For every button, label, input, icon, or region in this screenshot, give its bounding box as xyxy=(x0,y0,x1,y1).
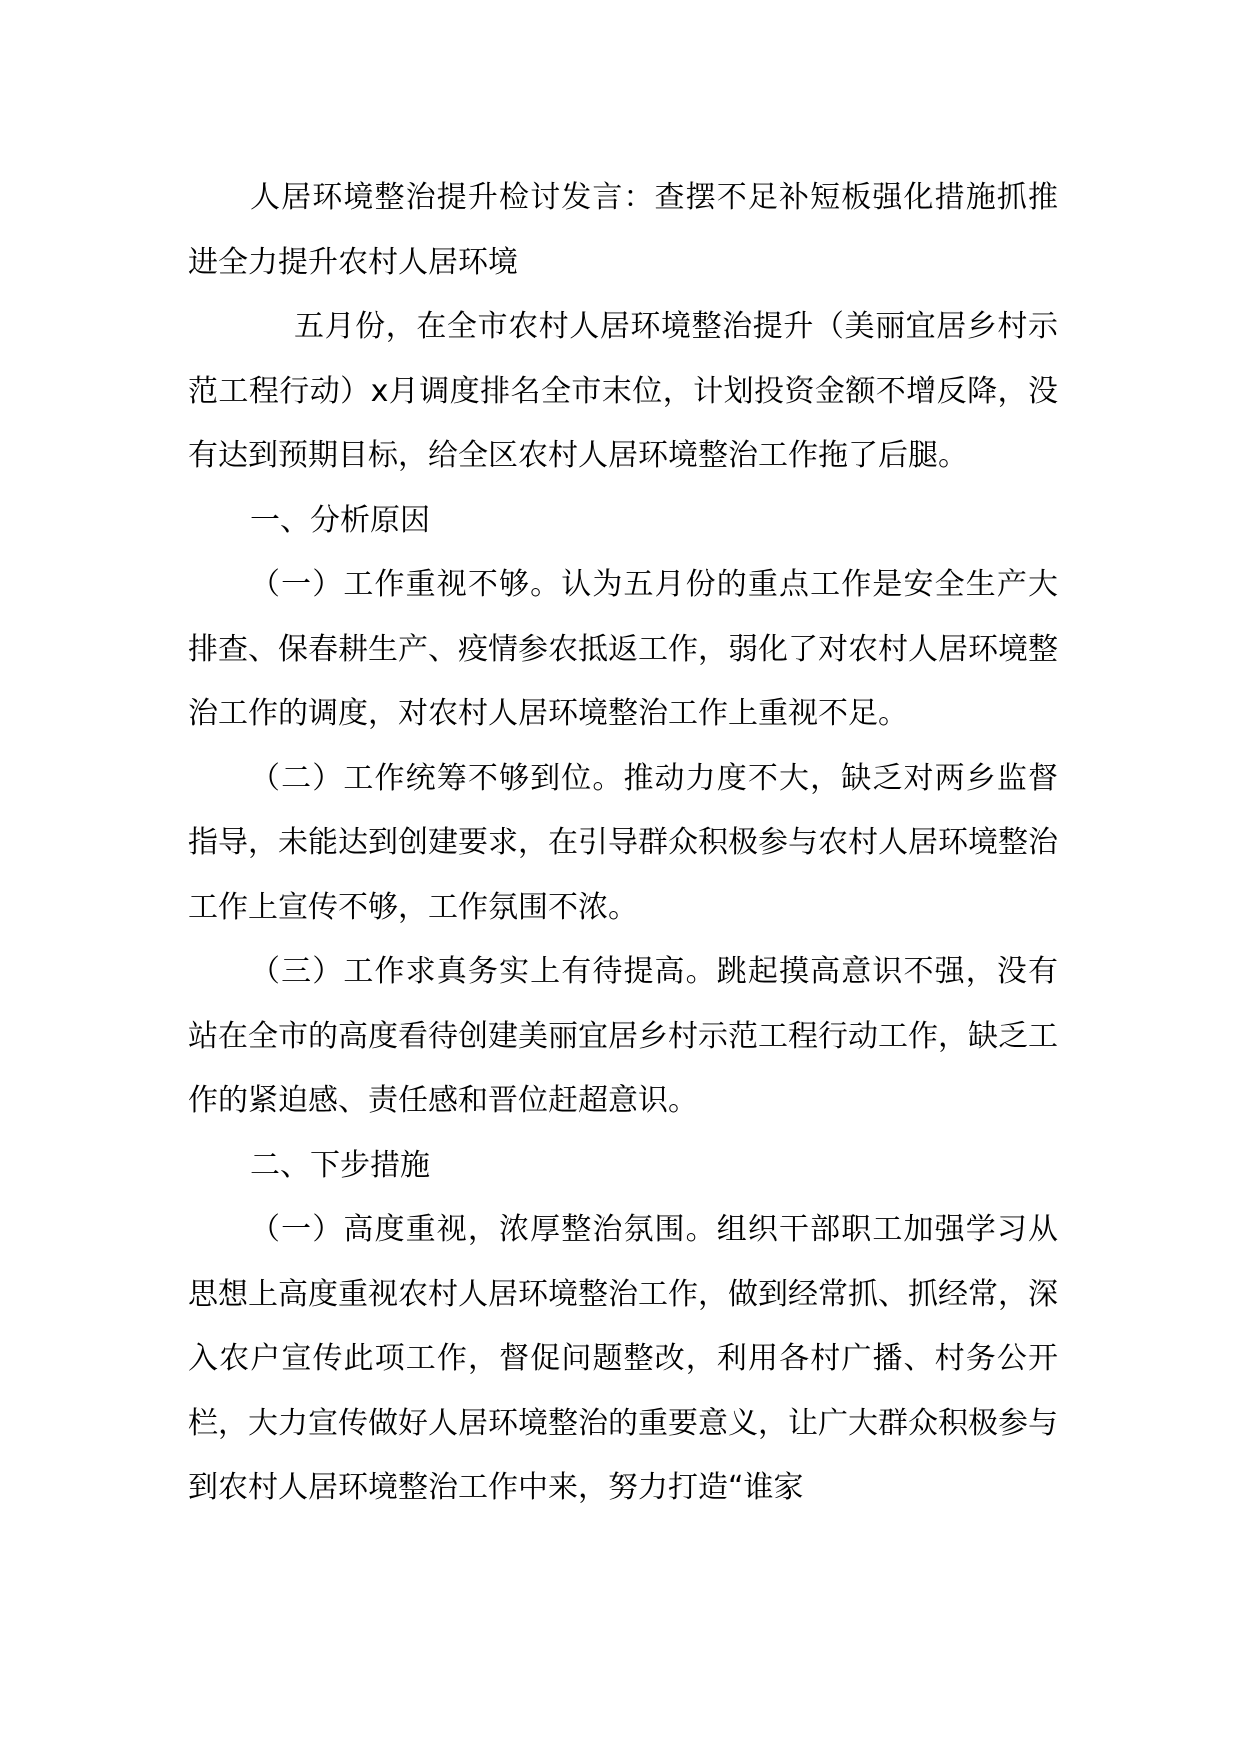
document-body xyxy=(188,166,1058,1521)
section-heading-analysis: 一、分析原因 xyxy=(250,502,430,538)
intro-paragraph: 五月份，在全市农村人居环境整治提升（美丽宜居乡村示范工程行动）x月调度排名全市末位，计划投资金额不增反降，没有达到预期目标，给全区农村人居环境整治工作拖了后腿。 xyxy=(188,309,1058,473)
analysis-item-2: （二）工作统筹不够到位。推动力度不大，缺乏对两乡监督指导，未能达到创建要求，在引导群众积极参与农村人居环境整治工作上宣传不够，工作氛围不浓。 xyxy=(188,760,1058,925)
document-title: 人居环境整治提升检讨发言：查摆不足补短板强化措施抓推进全力提升农村人居环境 xyxy=(188,180,1058,280)
measures-item-1: （一）高度重视，浓厚整治氛围。组织干部职工加强学习从思想上高度重视农村人居环境整治工作，做到经常抓、抓经常，深入农户宣传此项工作，督促问题整改，利用各村广播、村务公开栏，大力宣传做好人居环境整治的重要意义，让广大群众积极参与到农村人居环境整治工作中来，努力打造“谁家 xyxy=(188,1212,1058,1505)
analysis-item-3: （三）工作求真务实上有待提高。跳起摸高意识不强，没有站在全市的高度看待创建美丽宜居乡村示范工程行动工作，缺乏工作的紧迫感、责任感和晋位赶超意识。 xyxy=(188,954,1058,1118)
section-heading-measures: 二、下步措施 xyxy=(250,1147,430,1183)
analysis-item-1: （一）工作重视不够。认为五月份的重点工作是安全生产大排查、保春耕生产、疫情参农抵返工作，弱化了对农村人居环境整治工作的调度，对农村人居环境整治工作上重视不足。 xyxy=(188,567,1058,731)
